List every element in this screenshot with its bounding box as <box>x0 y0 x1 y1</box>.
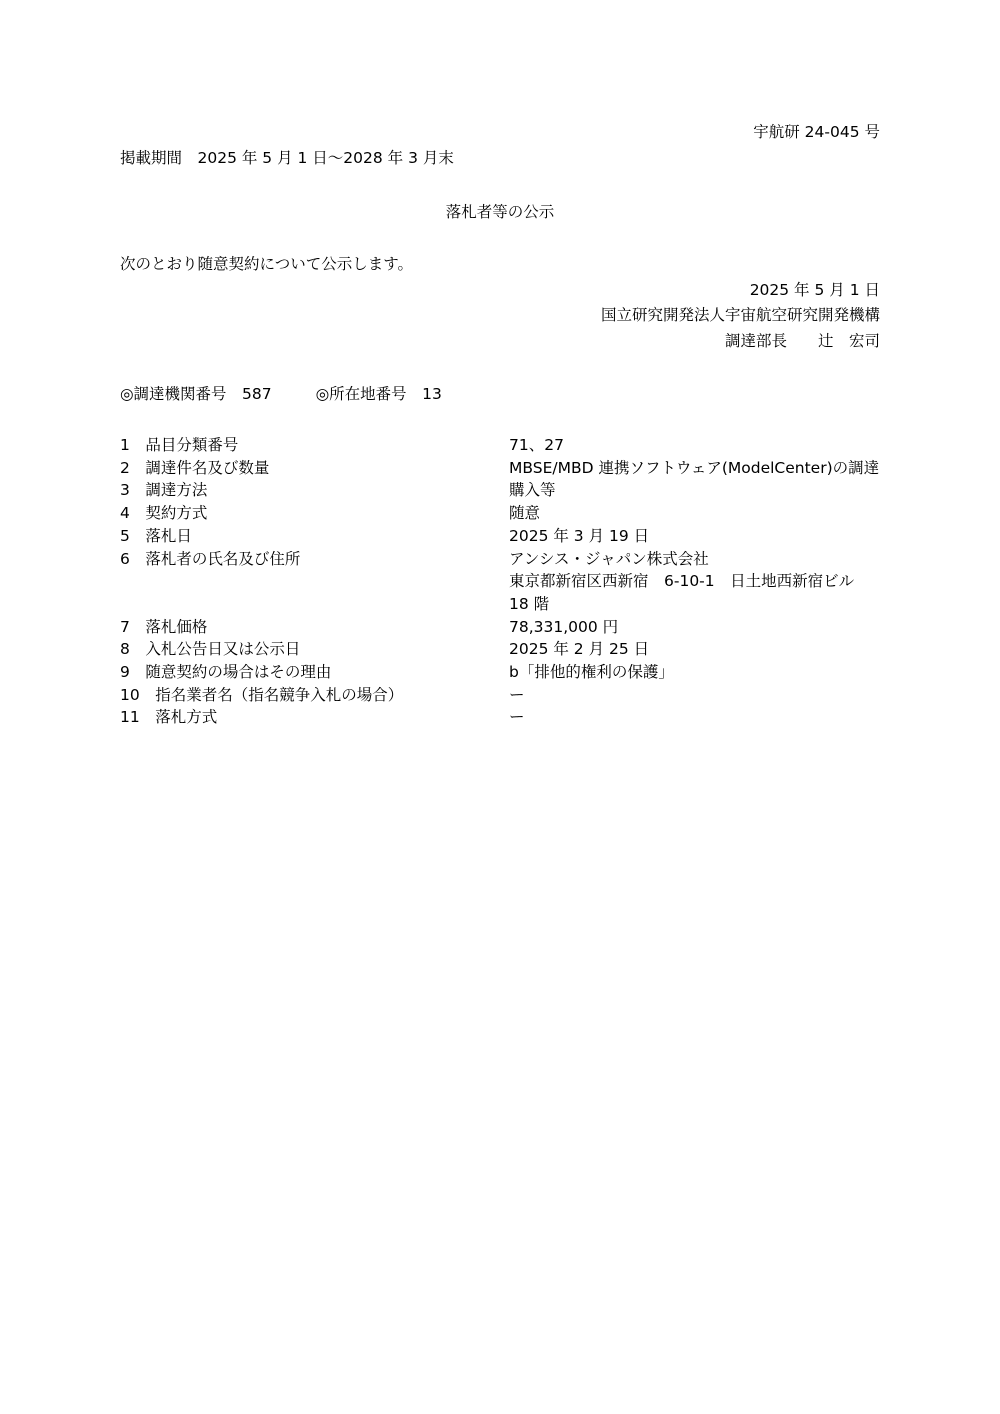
item-list <box>120 434 890 729</box>
item-value: 78,331,000 円 <box>509 617 619 636</box>
item-value: b「排他的権利の保護」 <box>509 663 674 682</box>
item-value: 購入等 <box>509 481 556 500</box>
procurement-agency-code: ◎調達機関番号 587 <box>120 385 272 403</box>
item-label: 4 契約方式 <box>120 504 208 523</box>
list-item <box>120 548 890 616</box>
item-label: 9 随意契約の場合はその理由 <box>120 663 332 682</box>
list-item <box>120 479 890 502</box>
intro-text: 次のとおり随意契約について公示します。 <box>120 255 413 273</box>
signer-name: 調達部長 辻 宏司 <box>724 332 880 350</box>
item-value: 東京都新宿区西新宿 6-10-1 日土地西新宿ビル <box>509 572 855 591</box>
page-title: 落札者等の公示 <box>445 203 555 221</box>
item-label: 8 入札公告日又は公示日 <box>120 640 301 659</box>
code-line <box>120 384 442 404</box>
item-label: 3 調達方法 <box>120 481 208 500</box>
item-value: ー <box>509 685 525 704</box>
item-label: 5 落札日 <box>120 526 192 545</box>
organization-name: 国立研究開発法人宇宙航空研究開発機構 <box>600 306 880 324</box>
item-value: 18 階 <box>509 594 550 613</box>
list-item <box>120 616 890 639</box>
item-value: ー <box>509 708 525 727</box>
item-value: 71、27 <box>509 436 564 454</box>
item-label: 11 落札方式 <box>120 708 218 727</box>
item-label: 6 落札者の氏名及び住所 <box>120 549 301 568</box>
list-item <box>120 684 890 707</box>
posting-period: 掲載期間 2025 年 5 月 1 日～2028 年 3 月末 <box>120 149 454 167</box>
document-number: 宇航研 24-045 号 <box>753 123 880 141</box>
item-value: アンシス・ジャパン株式会社 <box>509 549 709 568</box>
location-code: ◎所在地番号 13 <box>315 385 442 403</box>
item-value: 2025 年 3 月 19 日 <box>509 526 650 545</box>
item-value: 2025 年 2 月 25 日 <box>509 640 650 659</box>
item-label: 10 指名業者名（指名競争入札の場合） <box>120 685 404 704</box>
list-item <box>120 661 890 684</box>
item-value: MBSE/MBD 連携ソフトウェア(ModelCenter)の調達 <box>509 458 880 477</box>
item-label: 1 品目分類番号 <box>120 436 239 454</box>
list-item <box>120 638 890 661</box>
list-item <box>120 706 890 729</box>
notice-date: 2025 年 5 月 1 日 <box>749 281 880 299</box>
list-item <box>120 457 890 480</box>
item-label: 2 調達件名及び数量 <box>120 458 270 477</box>
list-item <box>120 525 890 548</box>
list-item <box>120 434 890 457</box>
item-value: 随意 <box>509 504 541 523</box>
item-label: 7 落札価格 <box>120 617 208 636</box>
list-item <box>120 502 890 525</box>
